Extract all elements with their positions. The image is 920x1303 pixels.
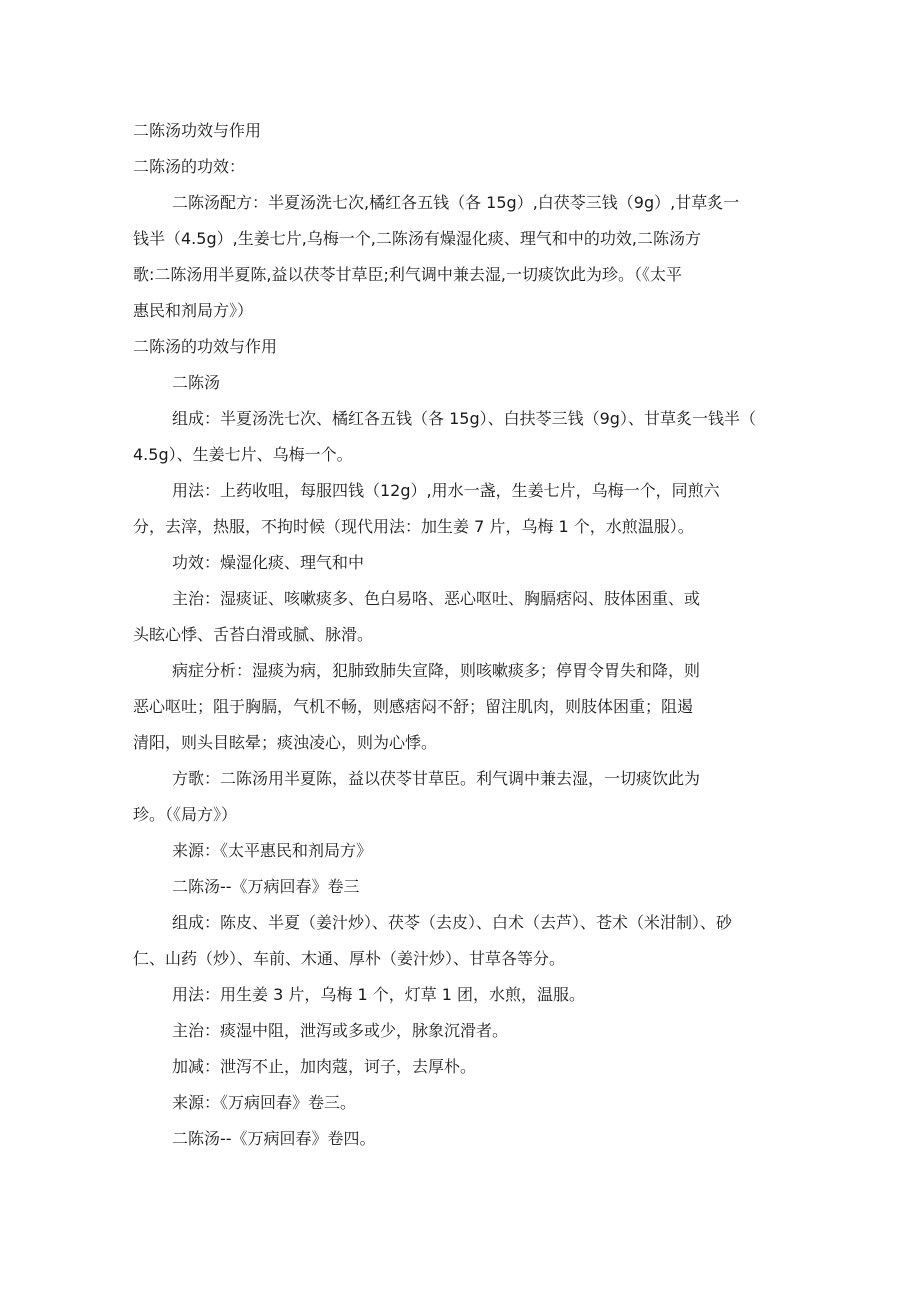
paragraph-line: 钱半（4.5g）,生姜七片,乌梅一个,二陈汤有燥湿化痰、理气和中的功效,二陈汤方 xyxy=(133,229,701,248)
paragraph-line: 惠民和剂局方》） xyxy=(133,301,254,320)
doc-title: 二陈汤功效与作用 xyxy=(133,121,262,140)
paragraph-line: 用法：用生姜 3 片，乌梅 1 个，灯草 1 团，水煎，温服。 xyxy=(172,985,586,1004)
section-heading-efficacy-use: 二陈汤的功效与作用 xyxy=(133,337,278,356)
paragraph-line: 主治：湿痰证、咳嗽痰多、色白易咯、恶心呕吐、胸膈痞闷、肢体困重、或 xyxy=(172,589,701,608)
paragraph-line: 清阳，则头目眩晕；痰浊凌心，则为心悸。 xyxy=(133,733,438,752)
paragraph-line: 恶心呕吐；阻于胸膈，气机不畅，则感痞闷不舒；留注肌肉，则肢体困重；阻遏 xyxy=(133,697,694,716)
paragraph-line: 来源：《万病回春》卷三。 xyxy=(172,1093,357,1112)
paragraph-line: 4.5g）、生姜七片、乌梅一个。 xyxy=(133,445,353,464)
paragraph-line: 病症分析：湿痰为病，犯肺致肺失宣降，则咳嗽痰多；停胃令胃失和降，则 xyxy=(172,661,701,680)
paragraph-line: 二陈汤配方：半夏汤洗七次,橘红各五钱（各 15g）,白茯苓三钱（9g）,甘草炙一 xyxy=(172,193,740,212)
paragraph-line: 用法：上药收咀，每服四钱（12g）,用水一盏，生姜七片，乌梅一个，同煎六 xyxy=(172,481,720,500)
paragraph-line: 组成：半夏汤洗七次、橘红各五钱（各 15g）、白扶苓三钱（9g）、甘草炙一钱半（ xyxy=(172,409,756,428)
paragraph-line: 方歌：二陈汤用半夏陈，益以茯苓甘草臣。利气调中兼去湿，一切痰饮此为 xyxy=(172,769,701,788)
subheading-erchen: 二陈汤 xyxy=(172,373,221,392)
paragraph-line: 珍。（《局方》） xyxy=(133,805,238,824)
paragraph-line: 分，去滓，热服，不拘时候（现代用法：加生姜 7 片，乌梅 1 个，水煎温服）。 xyxy=(133,517,694,536)
paragraph-line: 二陈汤--《万病回春》卷四。 xyxy=(172,1129,376,1148)
paragraph-line: 二陈汤--《万病回春》卷三 xyxy=(172,877,360,896)
paragraph-line: 来源：《太平惠民和剂局方》 xyxy=(172,841,373,860)
paragraph-line: 功效：燥湿化痰、理气和中 xyxy=(172,553,365,572)
paragraph-line: 加减：泄泻不止，加肉蔻，诃子，去厚朴。 xyxy=(172,1057,477,1076)
section-heading-efficacy: 二陈汤的功效： xyxy=(133,157,246,176)
paragraph-line: 歌:二陈汤用半夏陈,益以茯苓甘草臣;利气调中兼去湿,一切痰饮此为珍。（《太平 xyxy=(133,265,682,284)
paragraph-line: 主治：痰湿中阻，泄泻或多或少，脉象沉滑者。 xyxy=(172,1021,509,1040)
paragraph-line: 头眩心悸、舌苔白滑或腻、脉滑。 xyxy=(133,625,374,644)
paragraph-line: 组成：陈皮、半夏（姜汁炒）、茯苓（去皮）、白术（去芦）、苍术（米泔制）、砂 xyxy=(172,913,733,932)
paragraph-line: 仁、山药（炒）、车前、木通、厚朴（姜汁炒）、甘草各等分。 xyxy=(133,949,566,968)
